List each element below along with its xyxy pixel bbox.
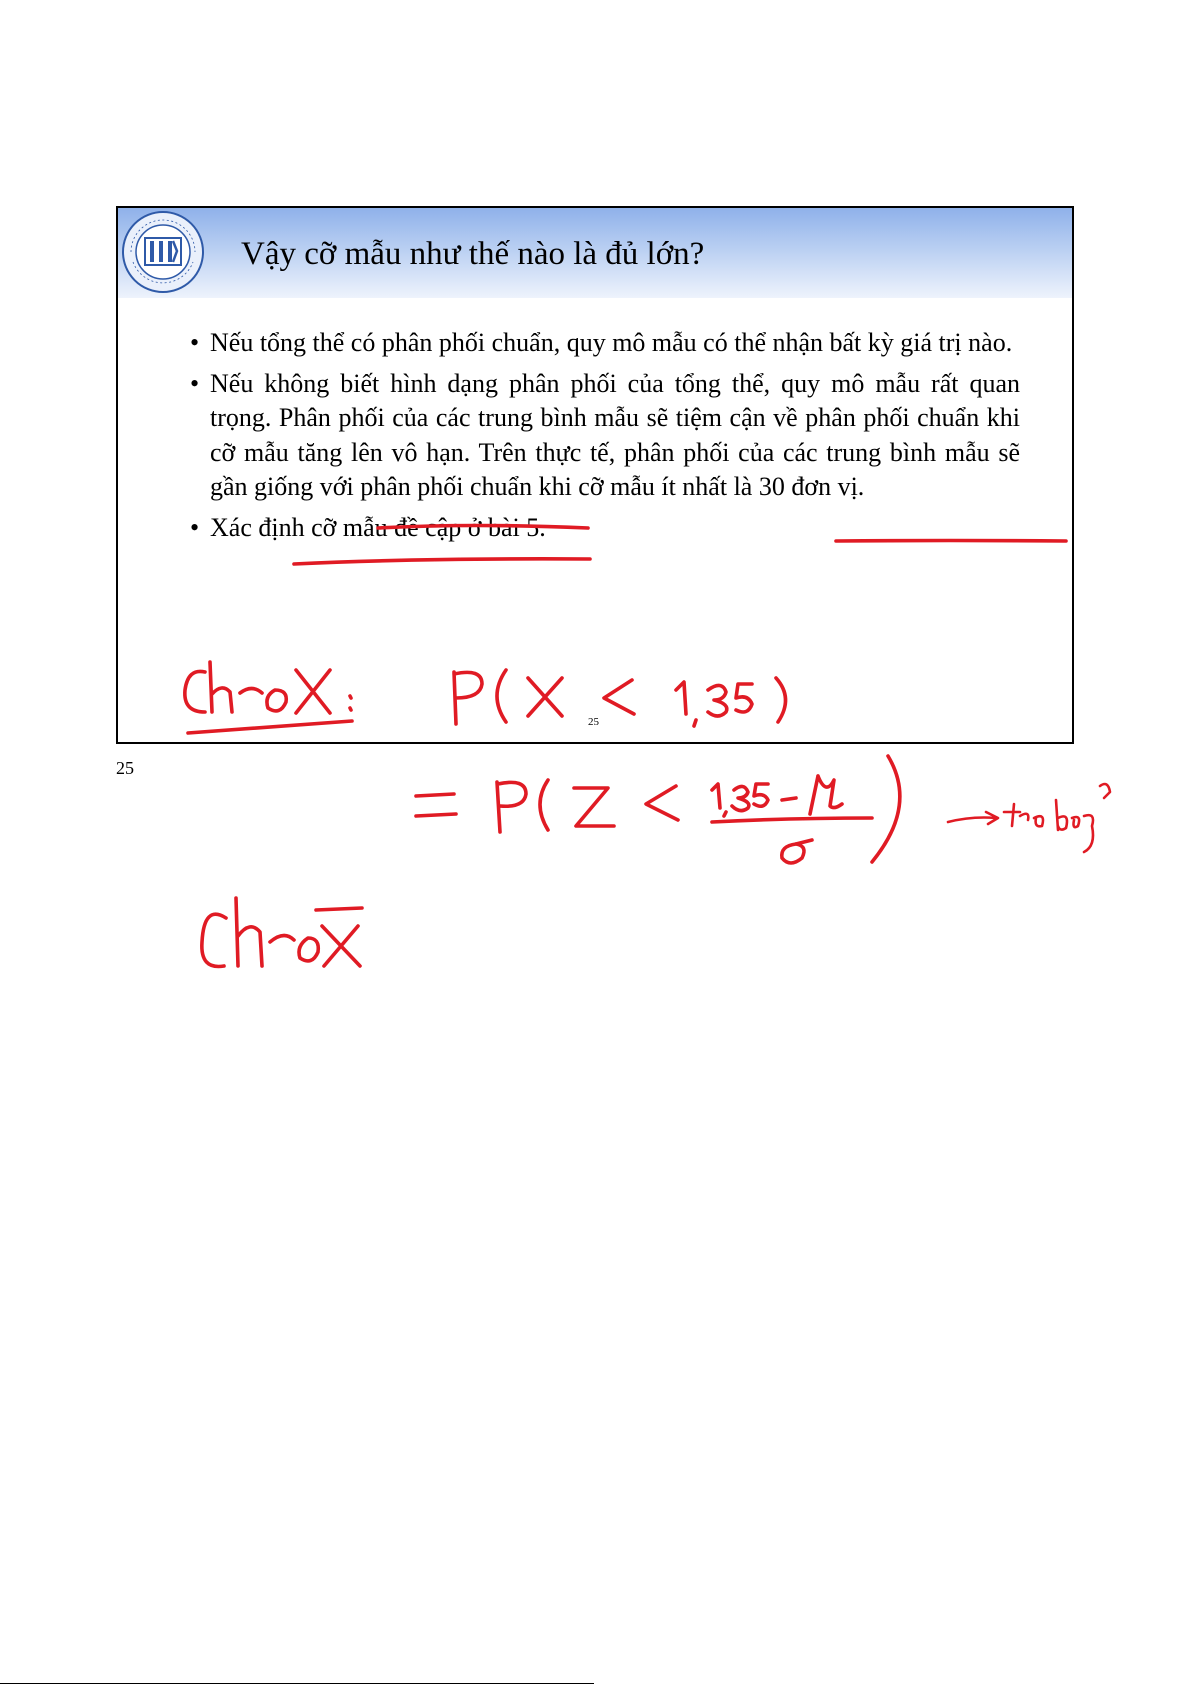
bullet-item: • Nếu tổng thể có phân phối chuẩn, quy mô mẫu có thể nhận bất kỳ giá trị nào. <box>190 326 1020 361</box>
slide-title: Vậy cỡ mẫu như thế nào là đủ lớn? <box>241 236 705 272</box>
handwriting-probability-z <box>416 756 1110 863</box>
handwriting-probability-x <box>454 670 786 726</box>
underline-stroke <box>836 541 1066 542</box>
underline-stroke <box>378 526 588 529</box>
slide-number: 25 <box>588 716 599 728</box>
handwriting-cho-xbar <box>202 898 362 967</box>
bullet-item: • Nếu không biết hình dạng phân phối của tổng thể, quy mô mẫu rất quan trọng. Phân phối của các trung bình mẫu sẽ tiệm cận về phân phối chuẩn khi cỡ mẫu tăng lên vô hạn. Trên thực tế, phân phối của các trung bình mẫu sẽ gần giống với phân phối chuẩn khi cỡ mẫu ít nhất là 30 đơn vị. <box>190 367 1020 505</box>
bullet-item: • Xác định cỡ mẫu đề cập ở bài 5. <box>190 511 1020 546</box>
handwriting-cho-x <box>185 662 352 733</box>
underline-stroke <box>294 559 590 564</box>
page-number: 25 <box>116 758 134 778</box>
